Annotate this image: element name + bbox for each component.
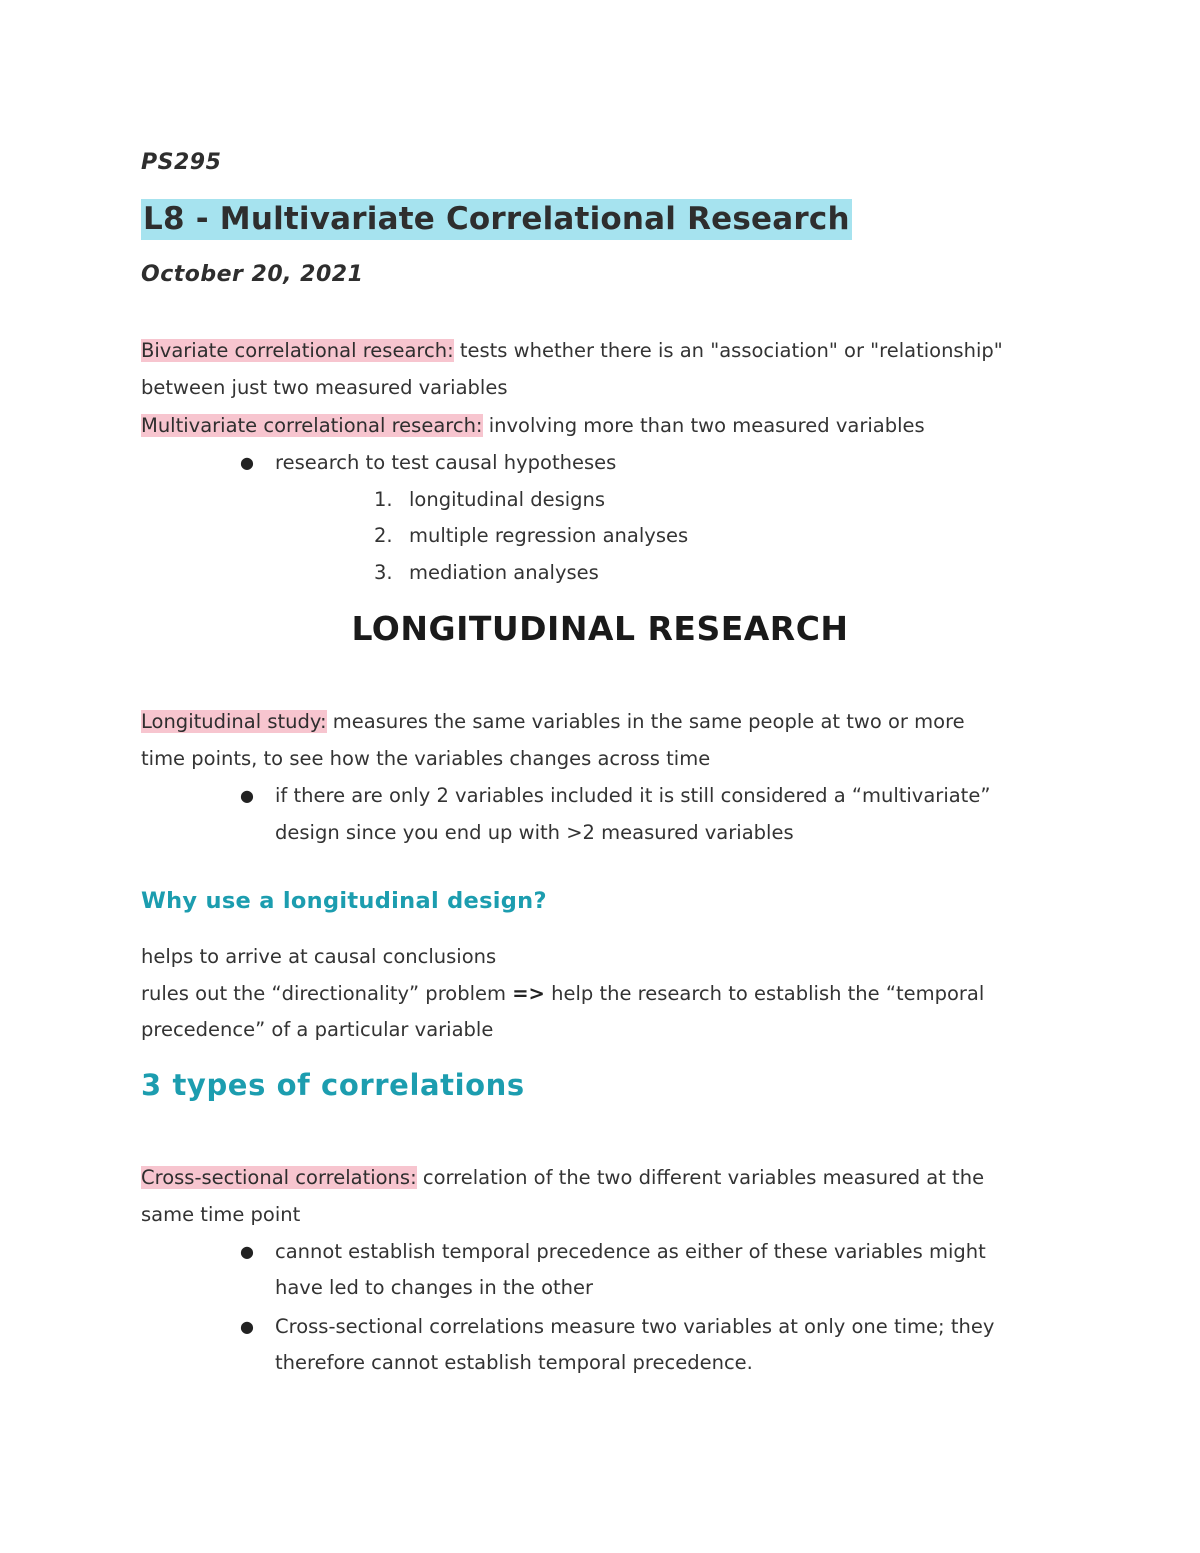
list-item: multiple regression analyses (409, 524, 689, 547)
section-heading-longitudinal: LONGITUDINAL RESEARCH (351, 609, 849, 648)
multivariate-definition: involving more than two measured variables (482, 414, 925, 437)
why-line3: precedence” of a particular variable (141, 1018, 494, 1041)
longitudinal-definition-line1 (141, 710, 965, 733)
why-line1: helps to arrive at causal conclusions (141, 945, 497, 968)
why-heading: Why use a longitudinal design? (141, 888, 547, 914)
cross-bullet1-line2: have led to changes in the other (275, 1276, 594, 1299)
longitudinal-definition: measures the same variables in the same people at two or more (326, 710, 965, 733)
intro-bullet-text: research to test causal hypotheses (275, 451, 617, 474)
page-title (141, 201, 852, 237)
bullet-dot: ● (240, 1242, 254, 1261)
list-item: mediation analyses (409, 561, 599, 584)
bullet-dot: ● (240, 1317, 254, 1336)
why-line2-part2: help the research to establish the “temporal (544, 982, 985, 1005)
cross-bullet1-line1: cannot establish temporal precedence as either of these variables might (275, 1240, 986, 1263)
cross-sectional-definition: correlation of the two different variables measured at the (416, 1166, 985, 1189)
why-line2 (141, 982, 984, 1005)
multivariate-definition-line (141, 414, 925, 437)
course-code: PS295 (141, 150, 222, 175)
multivariate-term: Multivariate correlational research: (141, 414, 483, 437)
lecture-date: October 20, 2021 (141, 262, 364, 287)
cross-bullet2-line1: Cross-sectional correlations measure two variables at only one time; they (275, 1315, 995, 1338)
bivariate-definition-line2: between just two measured variables (141, 376, 508, 399)
bullet-dot: ● (240, 453, 254, 472)
why-line2-part1: rules out the “directionality” problem (141, 982, 513, 1005)
longitudinal-bullet-line1: if there are only 2 variables included it is still considered a “multivariate” (275, 784, 991, 807)
longitudinal-definition-line2: time points, to see how the variables changes across time (141, 747, 711, 770)
page-title-text: L8 - Multivariate Correlational Research (141, 199, 852, 240)
cross-definition-line2: same time point (141, 1203, 301, 1226)
list-item: longitudinal designs (409, 488, 606, 511)
bivariate-definition: tests whether there is an "association" or "relationship" (453, 339, 1003, 362)
types-heading: 3 types of correlations (141, 1068, 525, 1102)
longitudinal-term: Longitudinal study: (141, 710, 327, 733)
implies-arrow: => (512, 982, 545, 1005)
cross-sectional-term: Cross-sectional correlations: (141, 1166, 417, 1189)
cross-bullet2-line2: therefore cannot establish temporal precedence. (275, 1351, 753, 1374)
list-number: 1. (374, 488, 393, 511)
bullet-dot: ● (240, 786, 254, 805)
cross-definition-line1 (141, 1166, 984, 1189)
list-number: 3. (374, 561, 393, 584)
longitudinal-bullet-line2: design since you end up with >2 measured variables (275, 821, 794, 844)
bivariate-definition-line1 (141, 339, 1003, 362)
list-number: 2. (374, 524, 393, 547)
bivariate-term: Bivariate correlational research: (141, 339, 454, 362)
